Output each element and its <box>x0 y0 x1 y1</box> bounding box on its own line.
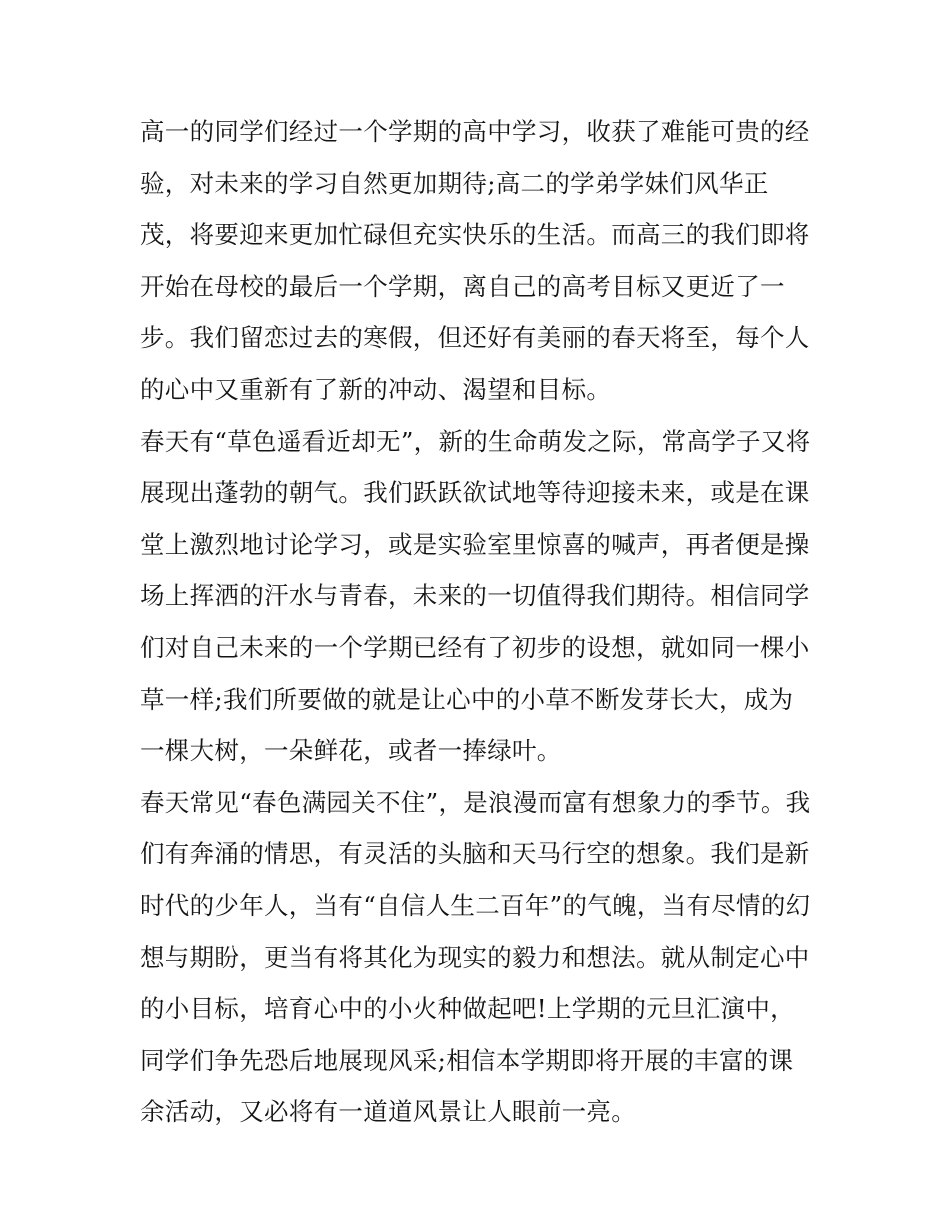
text-line: 们有奔涌的情思，有灵活的头脑和天马行空的想象。我们是新 <box>140 839 810 869</box>
text-line: 想与期盼，更当有将其化为现实的毅力和想法。就从制定心中 <box>140 942 810 972</box>
text-line: 余活动，又必将有一道道风景让人眼前一亮。 <box>140 1097 636 1127</box>
text-line: 草一样;我们所要做的就是让心中的小草不断发芽长大，成为 <box>140 684 794 714</box>
text-line: 堂上激烈地讨论学习，或是实验室里惊喜的喊声，再者便是操 <box>140 529 810 559</box>
text-line: 春天常见“春色满园关不住”，是浪漫而富有想象力的季节。我 <box>140 787 811 817</box>
text-line: 春天有“草色遥看近却无”，新的生命萌发之际，常高学子又将 <box>140 426 811 456</box>
text-line: 的心中又重新有了新的冲动、渴望和目标。 <box>140 374 612 404</box>
text-line: 茂，将要迎来更加忙碌但充实快乐的生活。而高三的我们即将 <box>140 220 810 250</box>
text-line: 验，对未来的学习自然更加期待;高二的学弟学妹们风华正 <box>140 168 769 198</box>
text-line: 的小目标，培育心中的小火种做起吧!上学期的元旦汇演中， <box>140 994 795 1024</box>
text-line: 时代的少年人，当有“自信人生二百年”的气魄，当有尽情的幻 <box>140 890 811 920</box>
document-body <box>140 106 830 1138</box>
text-line: 展现出蓬勃的朝气。我们跃跃欲试地等待迎接未来，或是在课 <box>140 478 810 508</box>
text-line: 高一的同学们经过一个学期的高中学习，收获了难能可贵的经 <box>140 117 810 146</box>
text-line: 步。我们留恋过去的寒假，但还好有美丽的春天将至，每个人 <box>140 323 810 353</box>
text-line: 场上挥洒的汗水与青春，未来的一切值得我们期待。相信同学 <box>140 581 810 611</box>
text-line: 同学们争先恐后地展现风采;相信本学期即将开展的丰富的课 <box>140 1045 794 1075</box>
text-line: 一棵大树，一朵鲜花，或者一捧绿叶。 <box>140 736 562 766</box>
text-line: 开始在母校的最后一个学期，离自己的高考目标又更近了一 <box>140 271 785 301</box>
text-line: 们对自己未来的一个学期已经有了初步的设想，就如同一棵小 <box>140 632 810 662</box>
